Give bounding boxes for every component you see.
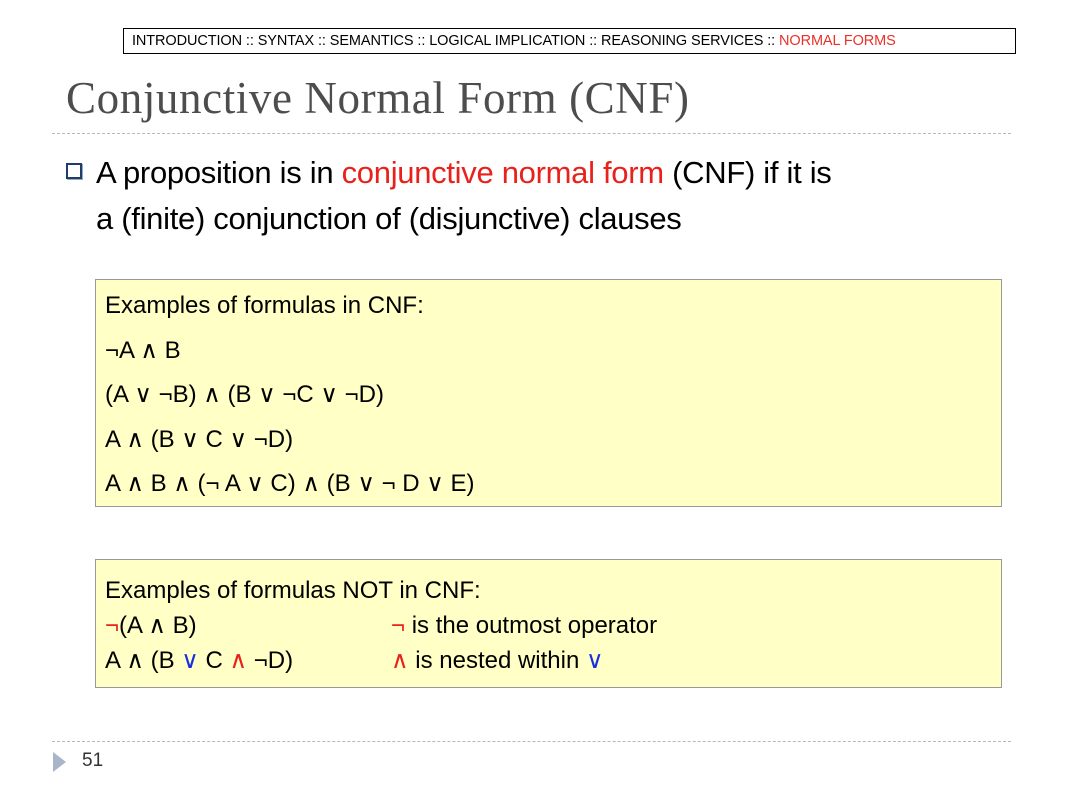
nav-separator: :: <box>417 33 426 49</box>
and-symbol: ∧ <box>229 647 248 674</box>
nav-item-normal-forms-active[interactable]: NORMAL FORMS <box>779 33 896 49</box>
not-cnf-box-heading: Examples of formulas NOT in CNF: <box>105 577 481 604</box>
hollow-square-bullet-icon <box>66 163 82 179</box>
nav-separator: :: <box>317 33 326 49</box>
cnf-box-heading: Examples of formulas in CNF: <box>105 292 424 319</box>
nav-separator: :: <box>245 33 254 49</box>
reason-and-symbol: ∧ <box>391 647 409 674</box>
not-cnf-formula-2b: C <box>205 647 223 674</box>
cnf-example-3: A ∧ (B ∨ C ∨ ¬D) <box>105 425 294 453</box>
negation-symbol: ¬ <box>105 612 120 639</box>
not-cnf-formula-2c: ¬D) <box>253 647 294 674</box>
title-divider <box>52 133 1011 134</box>
nav-item-syntax[interactable]: SYNTAX <box>257 33 315 49</box>
breadcrumb-nav <box>123 28 1016 54</box>
page-number: 51 <box>82 750 104 771</box>
cnf-examples-box <box>95 279 1002 507</box>
bullet-text <box>96 150 1006 242</box>
not-cnf-formula-1: (A ∧ B) <box>119 612 197 639</box>
reason-or-symbol: ∨ <box>586 647 604 674</box>
slide-title: Conjunctive Normal Form (CNF) <box>66 73 690 123</box>
not-cnf-example-1 <box>105 609 1001 644</box>
or-symbol: ∨ <box>181 647 199 674</box>
nav-item-introduction[interactable]: INTRODUCTION <box>132 33 242 49</box>
not-cnf-example-2 <box>105 644 1001 679</box>
not-cnf-formula-2a: A ∧ (B <box>105 647 175 674</box>
nav-separator: :: <box>767 33 776 49</box>
cnf-example-2: (A ∨ ¬B) ∧ (B ∨ ¬C ∨ ¬D) <box>105 381 384 408</box>
reason-text-2: is nested within <box>415 647 580 674</box>
bullet-text-line2: a (finite) conjunction of (disjunctive) clauses <box>96 201 682 236</box>
not-cnf-reason-1 <box>391 609 657 642</box>
nav-item-logical-implication[interactable]: LOGICAL IMPLICATION <box>429 33 586 49</box>
nav-separator: :: <box>589 33 598 49</box>
reason-negation-symbol: ¬ <box>391 612 406 639</box>
bullet-text-post: (CNF) if it is <box>672 155 832 190</box>
cnf-example-4: A ∧ B ∧ (¬ A ∨ C) ∧ (B ∨ ¬ D ∨ E) <box>105 470 475 497</box>
reason-text-1: is the outmost operator <box>411 612 658 639</box>
nav-item-semantics[interactable]: SEMANTICS <box>329 33 414 49</box>
bullet-text-pre: A proposition is in <box>96 155 334 190</box>
triangle-right-icon <box>53 752 66 772</box>
not-cnf-examples-box <box>95 559 1002 688</box>
bullet-text-highlight: conjunctive normal form <box>341 155 664 190</box>
footer-divider <box>52 741 1011 742</box>
not-cnf-reason-2 <box>391 644 604 677</box>
cnf-example-1: ¬A ∧ B <box>105 336 181 364</box>
nav-item-reasoning-services[interactable]: REASONING SERVICES <box>600 33 764 49</box>
